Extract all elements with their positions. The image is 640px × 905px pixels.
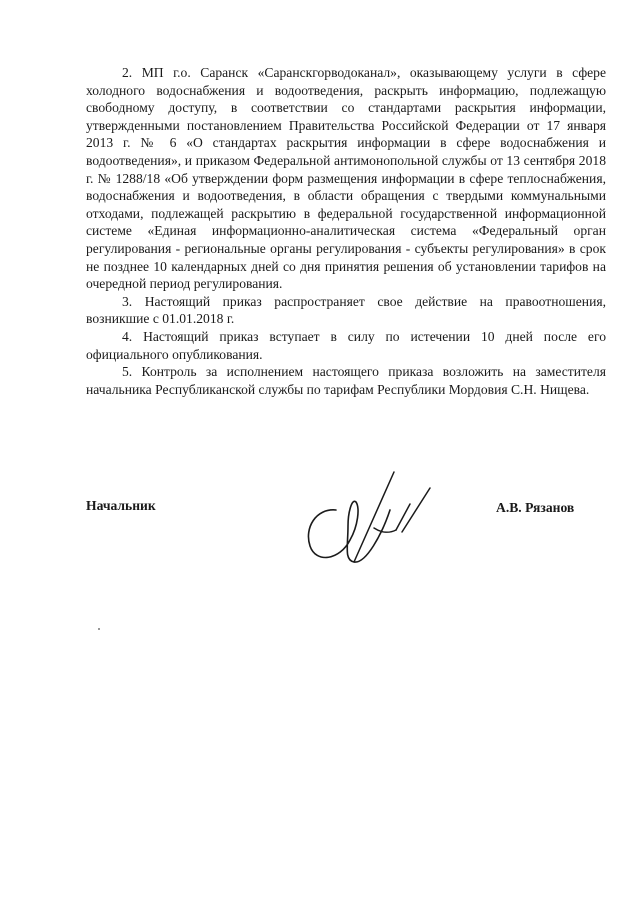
- scan-speck: [98, 628, 100, 630]
- signatory-title: Начальник: [86, 498, 156, 513]
- document-body: [86, 64, 606, 398]
- paragraph-2: 2. МП г.о. Саранск «Саранскгорводоканал», оказывающему услуги в сфере холодного водоснабжения и водоотведения, раскрыть информацию, подлежащую свободному доступу, в соответствии со стандартами раскрытия информации, утвержденными постановлением Правительства Российской Федерации от 17 января 2013 г. № 6 «О стандартах раскрытия информации в сфере водоснабжения и водоотведения», и приказом Федеральной антимонопольной службы от 13 сентября 2018 г. № 1288/18 «Об утверждении форм размещения информации в сфере теплоснабжения, водоснабжения и водоотведения, в области обращения с твердыми коммунальными отходами, подлежащей раскрытию в федеральной государственной информационной системе «Единая информационно-аналитическая система «Федеральный орган регулирования - региональные органы регулирования - субъекты регулирования» в срок не позднее 10 календарных дней со дня принятия решения об установлении тарифов на очередной период регулирования.: [86, 65, 606, 292]
- handwritten-signature: [296, 468, 446, 578]
- paragraph-4: 4. Настоящий приказ вступает в силу по истечении 10 дней после его официального опубликования.: [86, 328, 606, 362]
- paragraph-3: 3. Настоящий приказ распространяет свое действие на правоотношения, возникшие с 01.01.2018 г.: [86, 293, 606, 327]
- signatory-name: А.В. Рязанов: [496, 500, 575, 515]
- paragraph-5: 5. Контроль за исполнением настоящего приказа возложить на заместителя начальника Республиканской службы по тарифам Республики Мордовия С.Н. Нищева.: [86, 364, 606, 397]
